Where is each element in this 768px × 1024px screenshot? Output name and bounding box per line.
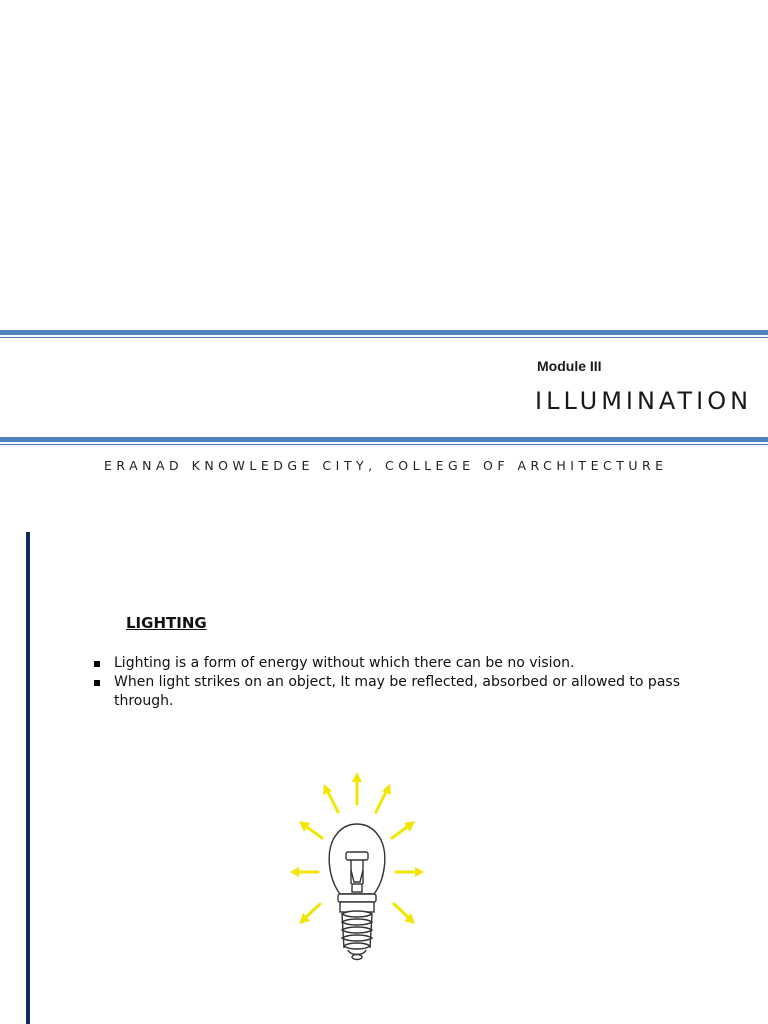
list-item [94, 654, 714, 673]
header-rule-top-thin [0, 337, 768, 338]
list-item [94, 673, 714, 711]
light-bulb-icon [282, 766, 432, 976]
bulb-body [329, 824, 385, 960]
section-heading: LIGHTING [126, 614, 207, 632]
college-name: ERANAD KNOWLEDGE CITY, COLLEGE OF ARCHITECTURE [104, 458, 668, 473]
module-label: Module III [537, 358, 602, 374]
header-rule-bottom [0, 437, 768, 442]
bullet-list [94, 654, 714, 711]
bullet-square-icon [94, 661, 100, 667]
bullet-square-icon [94, 680, 100, 686]
bullet-text: When light strikes on an object, It may be reflected, absorbed or allowed to pass through. [114, 674, 680, 709]
header-rule-bottom-thin [0, 444, 768, 445]
module-title: ILLUMINATION [535, 387, 753, 415]
left-accent-bar [26, 532, 30, 1024]
header-rule-top [0, 330, 768, 335]
bullet-text: Lighting is a form of energy without which there can be no vision. [114, 655, 575, 671]
